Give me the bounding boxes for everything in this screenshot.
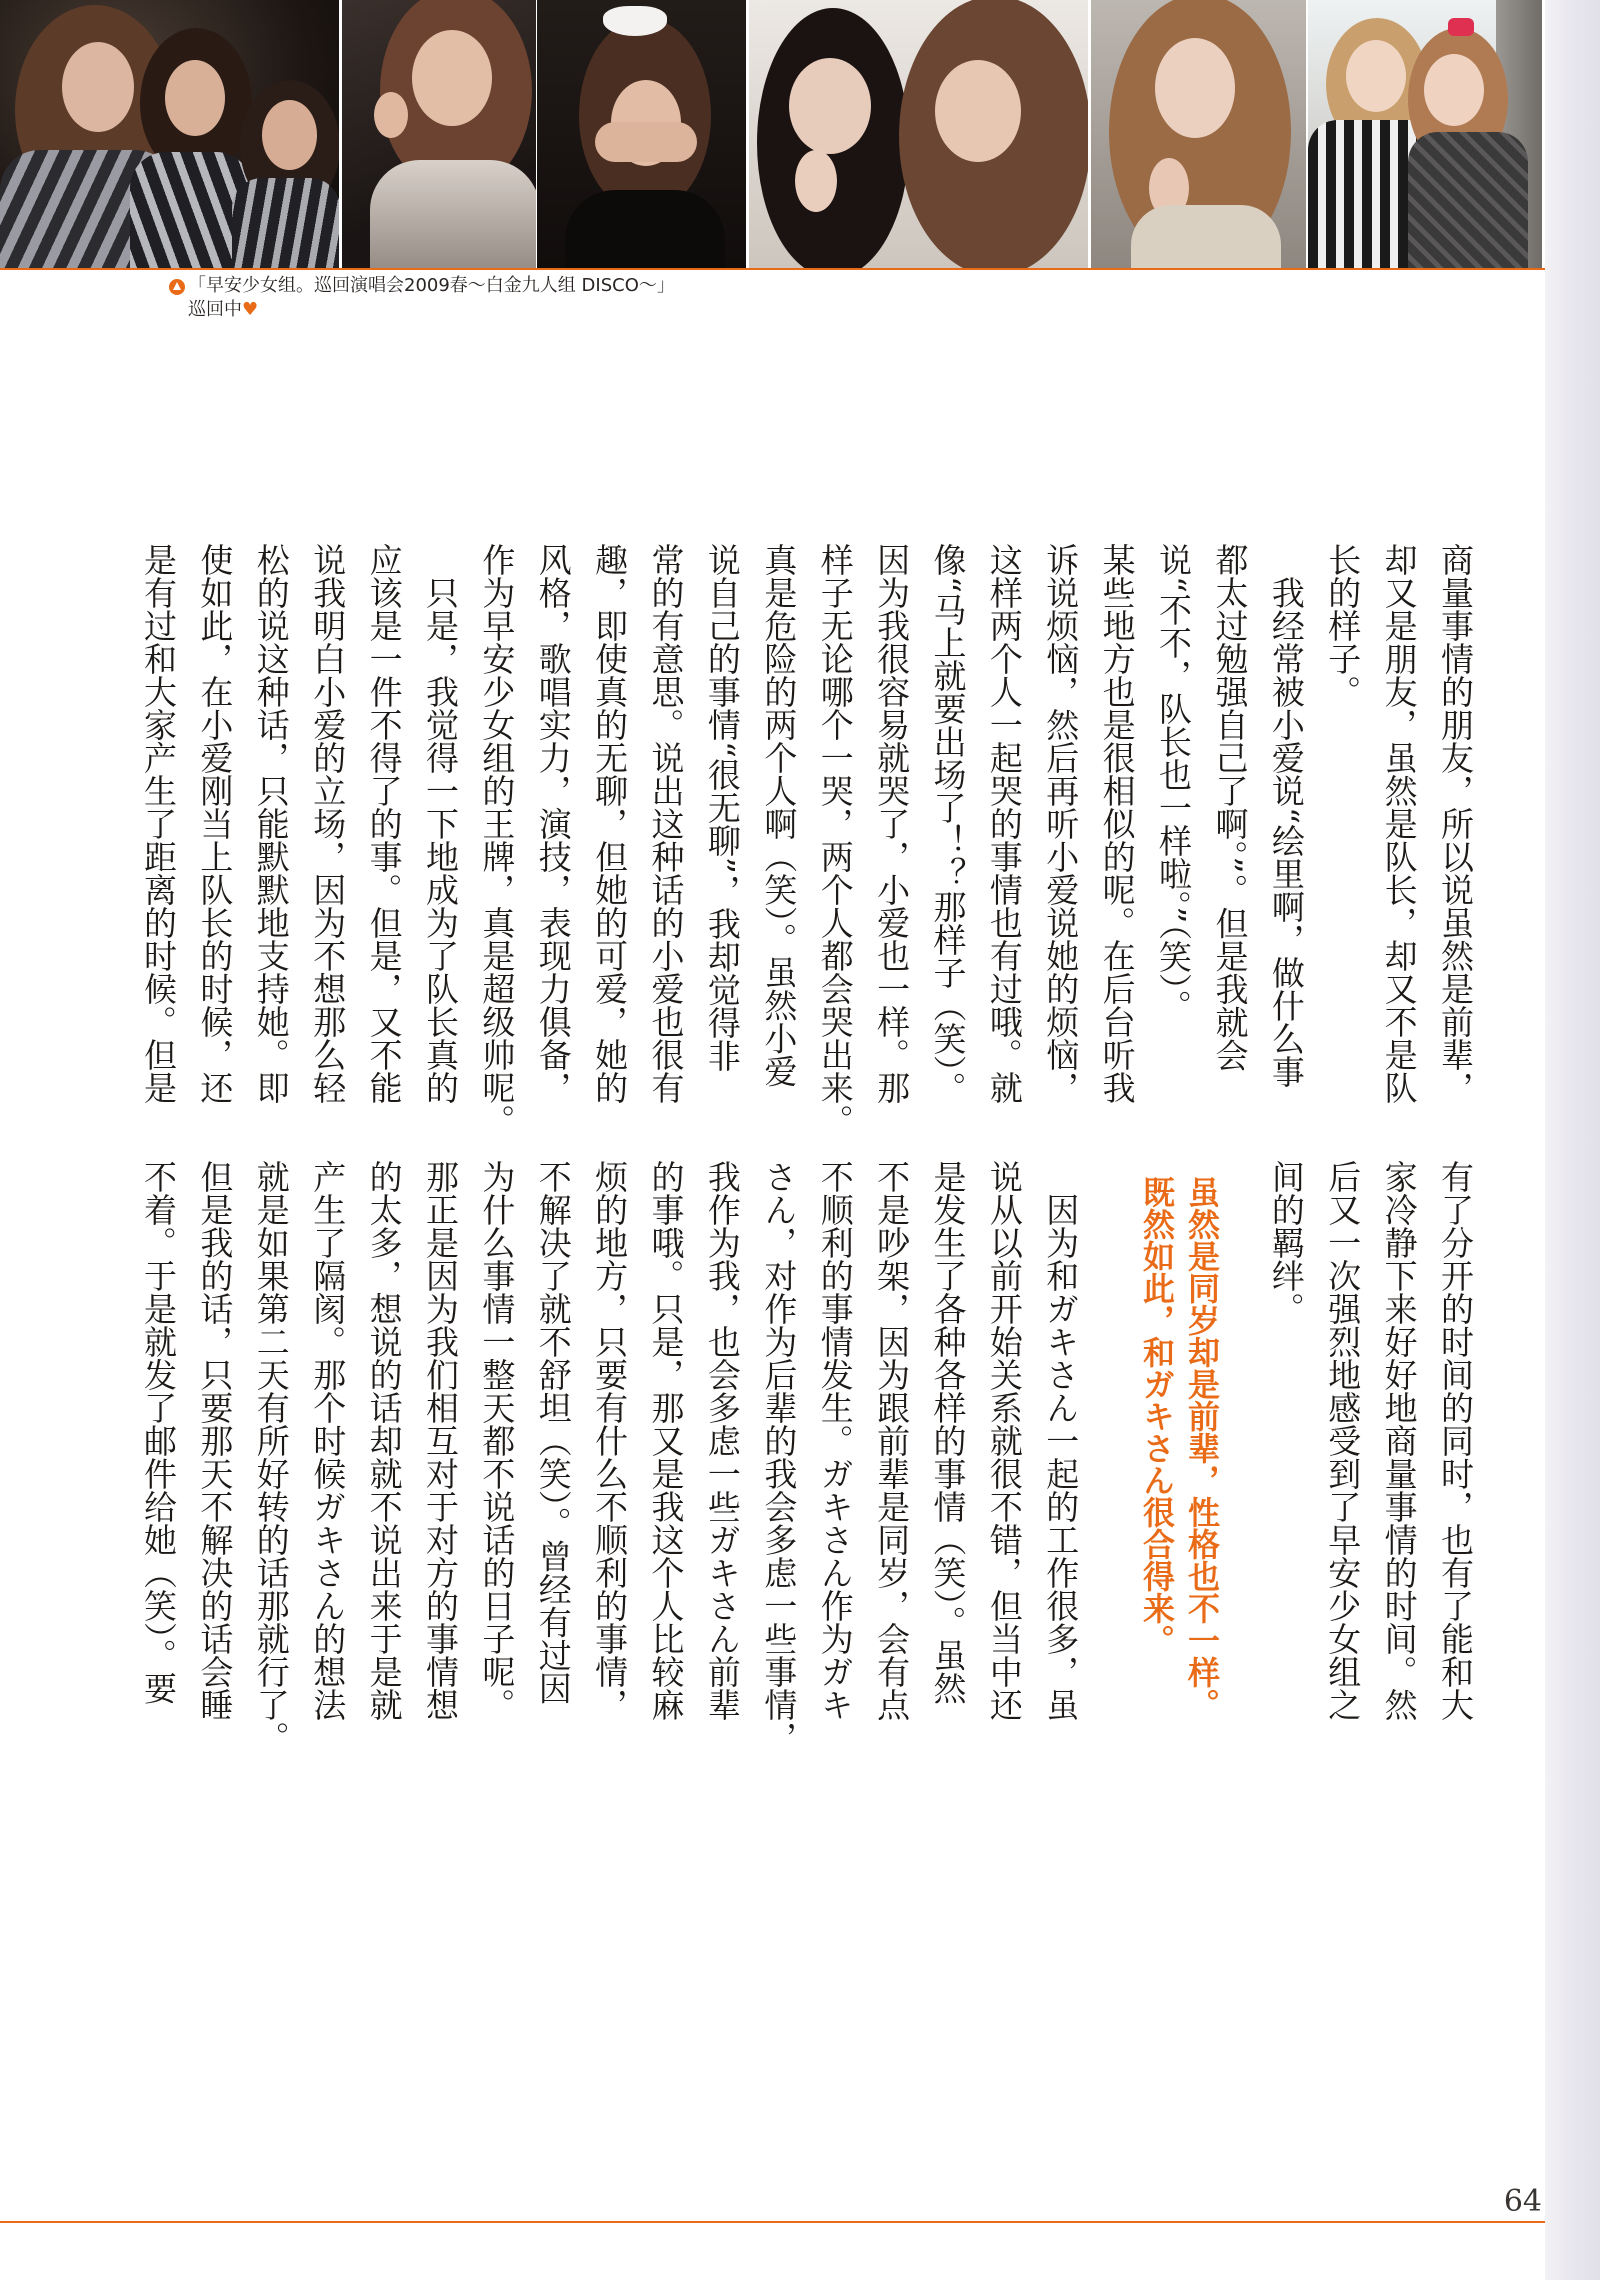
text-column: 是有过和大家产生了距离的时候。但是 (139, 543, 179, 1104)
text-column: 就是如果第二天有所好转的话那就行了。 (251, 1160, 291, 1754)
photo-white-bow (537, 0, 746, 268)
photo-figure-face (62, 42, 134, 132)
photo-outdoor-duo (1308, 0, 1542, 268)
text-column: 烦的地方，只要有什么不顺利的事情， (590, 1160, 630, 1721)
text-column: 那正是因为我们相互对于对方的事情想 (420, 1160, 460, 1721)
text-column: 为什么事情一整天都不说话的日子呢。 (477, 1160, 517, 1721)
article-lower-block (129, 1160, 1483, 1760)
text-column: 松的说这种话，只能默默地支持她。即 (251, 543, 291, 1104)
photo-figure-face (1155, 38, 1235, 138)
triangle-up-icon (169, 279, 185, 295)
photo-figure-outfit (232, 178, 339, 268)
heart-icon: ♥ (242, 299, 259, 320)
photo-figure-face (412, 30, 492, 126)
text-column: 商量事情的朋友，所以说虽然是前辈， (1436, 543, 1475, 1104)
text-column: 应该是一件不得了的事。但是，又不能 (364, 543, 404, 1104)
text-column: 样子无论哪个一哭，两个人都会哭出来。 (815, 543, 855, 1137)
text-column: 作为早安少女组的王牌，真是超级帅呢。 (477, 543, 517, 1137)
text-column: 使如此，在小爱刚当上队长的时候，还 (195, 543, 235, 1104)
text-column: 间的羁绊。 (1266, 1160, 1306, 1325)
text-column: 我经常被小爱说“绘里啊，做什么事 (1266, 543, 1306, 1088)
text-column: 不是吵架，因为跟前辈是同岁，会有点 (872, 1160, 912, 1721)
photo-figure-face (1346, 40, 1406, 112)
text-column: さん，对作为后辈的我会多虑一些事情， (759, 1160, 799, 1754)
text-column: 趣，即使真的无聊，但她的可爱，她的 (590, 543, 630, 1104)
photo-figure-coat (1408, 132, 1528, 268)
photo-stage-group (0, 0, 339, 268)
photo-caption: 「早安少女组。巡回演唱会2009春～白金九人组 DISCO～」 (188, 275, 675, 296)
text-column: 都太过勉强自己了啊。”。但是我就会 (1210, 543, 1250, 1072)
text-column: 长的样子。 (1323, 543, 1363, 708)
text-column: 不顺利的事情发生。ガキさん作为ガキ (815, 1160, 855, 1721)
page-number: 64 (1503, 2184, 1542, 2219)
photo-hair-bow (1448, 18, 1474, 36)
photo-figure-face (935, 60, 1021, 162)
pull-quote-line: 既然如此，和ガキさん很合得来。 (1138, 1176, 1176, 1656)
text-column: 说“不不，队长也一样啦。”（笑）。 (1154, 543, 1194, 1023)
text-column: 说自己的事情“很无聊”，我却觉得非 (702, 543, 742, 1072)
text-column: 的太多，想说的话却就不说出来于是就 (364, 1160, 404, 1721)
text-column: 的事哦。只是，那又是我这个人比较麻 (646, 1160, 686, 1721)
text-column: 这样两个人一起哭的事情也有过哦。就 (984, 543, 1024, 1104)
text-column: 风格，歌唱实力，演技，表现力俱备， (533, 543, 573, 1104)
text-column: 因为我很容易就哭了，小爱也一样。那 (872, 543, 912, 1104)
text-column: 但是我的话，只要那天不解决的话会睡 (195, 1160, 235, 1721)
text-column: 不解决了就不舒坦（笑）。曾经有过因 (533, 1160, 573, 1705)
pull-quote-line: 虽然是同岁却是前辈，性格也不一样。 (1183, 1176, 1221, 1720)
text-column: 真是危险的两个人啊（笑）。虽然小爱 (759, 543, 799, 1088)
orange-rule-top (0, 268, 1545, 270)
photo-figure-hand (795, 150, 837, 212)
photo-figure-outfit (1131, 205, 1281, 268)
text-column: 说从以前开始关系就很不错，但当中还 (984, 1160, 1024, 1721)
photo-peace-sign (342, 0, 536, 268)
text-column: 产生了隔阂。那个时候ガキさん的想法 (308, 1160, 348, 1721)
photo-figure-face (789, 58, 871, 154)
photo-caption-line2 (188, 298, 258, 322)
orange-rule-bottom (0, 2221, 1545, 2223)
text-column: 常的有意思。说出这种话的小爱也很有 (646, 543, 686, 1104)
article-upper-block (129, 543, 1483, 1143)
page-edge-band (1545, 0, 1600, 2280)
text-column: 却又是朋友，虽然是队长，却又不是队 (1379, 543, 1419, 1104)
photo-figure-outfit (565, 190, 725, 268)
text-column: 是发生了各种各样的事情（笑）。虽然 (928, 1160, 968, 1705)
text-column: 有了分开的时间的同时，也有了能和大 (1436, 1160, 1475, 1721)
text-column: 因为和ガキさん一起的工作很多，虽 (1041, 1160, 1081, 1721)
text-column: 像“马上就要出场了！？那样子（笑）。 (928, 543, 968, 1105)
photo-caption-text: 巡回中 (188, 299, 242, 320)
text-column: 不着。于是就发了邮件给她（笑）。要 (139, 1160, 179, 1705)
text-column: 说我明白小爱的立场，因为不想那么轻 (308, 543, 348, 1104)
text-column: 后又一次强烈地感受到了早安少女组之 (1323, 1160, 1363, 1721)
pull-quote-heading (1134, 1176, 1224, 1776)
photo-figure-face (262, 100, 317, 170)
photo-figure-face (165, 60, 225, 136)
photo-closeup-duo (749, 0, 1088, 268)
photo-figure-face (1424, 54, 1484, 126)
text-column: 家冷静下来好好地商量事情的时间。然 (1379, 1160, 1419, 1721)
photo-hair-bow (603, 6, 667, 36)
photo-figure-outfit (370, 160, 536, 268)
photo-figure-hand (595, 122, 697, 162)
photo-figure-hand (374, 92, 408, 138)
text-column: 某些地方也是很相似的呢。在后台听我 (1097, 543, 1137, 1104)
text-column: 只是，我觉得一下地成为了队长真的 (420, 543, 460, 1104)
photo-strip (0, 0, 1542, 268)
photo-portrait-peace (1091, 0, 1306, 268)
text-column: 诉说烦恼，然后再听小爱说她的烦恼， (1041, 543, 1081, 1104)
text-column: 我作为我，也会多虑一些ガキさん前辈 (702, 1160, 742, 1721)
